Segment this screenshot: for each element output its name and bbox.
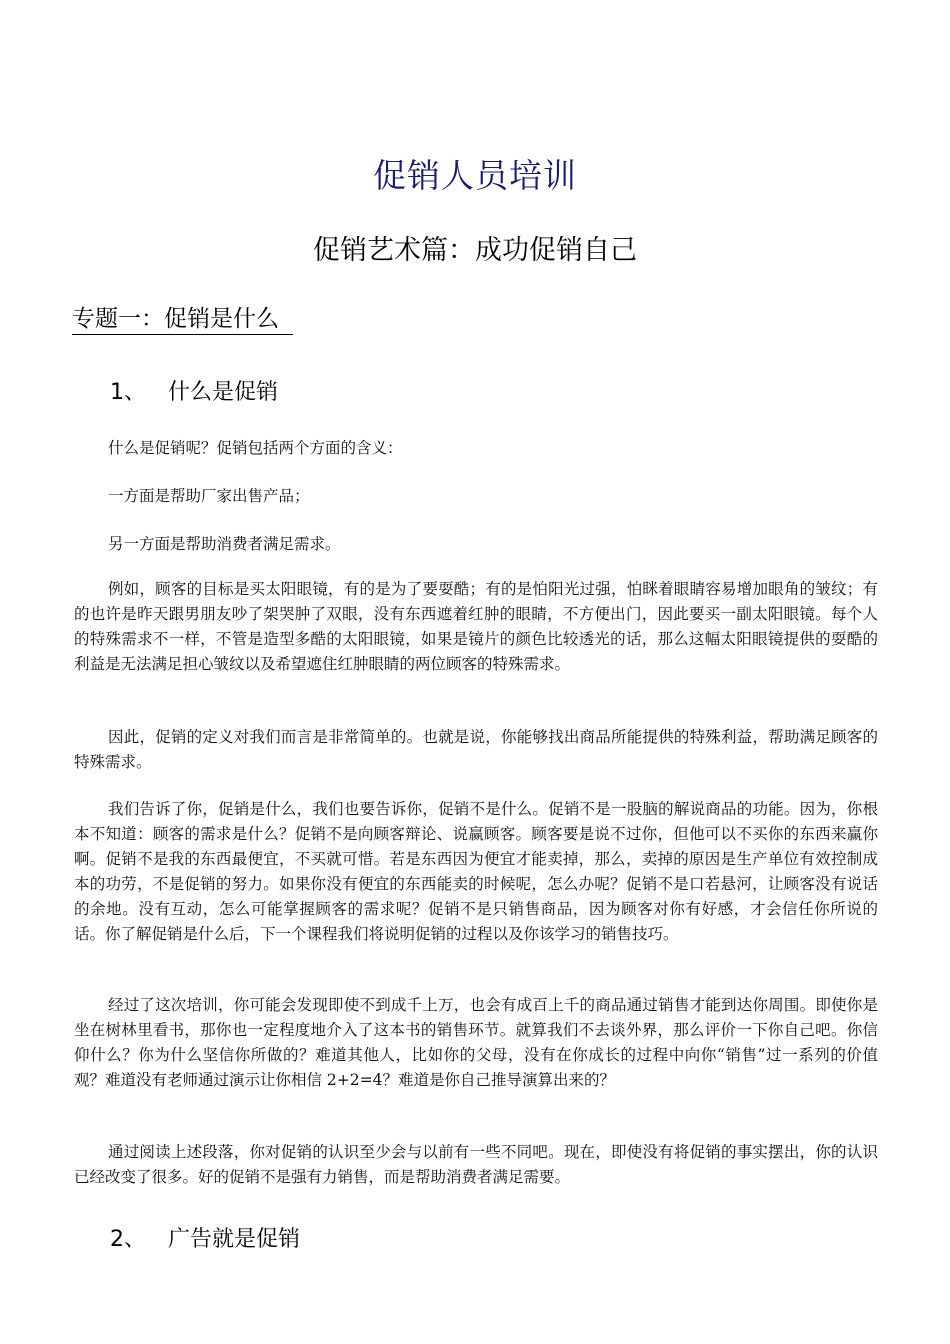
paragraph: 另一方面是帮助消费者满足需求。 [108, 535, 341, 553]
paragraph: 我们告诉了你，促销是什么，我们也要告诉你，促销不是什么。促销不是一股脑的解说商品的功能。因为，你根本不知道：顾客的需求是什么？促销不是向顾客辩论、说赢顾客。顾客要是说不过你，但他可以不买你的东西来赢你啊。促销不是我的东西最便宜，不买就可惜。若是东西因为便宜才能卖掉，那么，卖掉的原因是生产单位有效控制成本的功劳，不是促销的努力。如果你没有便宜的东西能卖的时候呢，怎么办呢？促销不是口若悬河，让顾客没有说话的余地。没有互动，怎么可能掌握顾客的需求呢？促销不是只销售商品，因为顾客对你有好感，才会信任你所说的话。你了解促销是什么后，下一个课程我们将说明促销的过程以及你该学习的销售技巧。 [74, 800, 878, 943]
section-label: 什么是促销 [168, 380, 279, 405]
paragraph: 一方面是帮助厂家出售产品； [108, 487, 310, 505]
document-subtitle: 促销艺术篇：成功促销自己 [313, 235, 637, 266]
section-heading-1 [110, 375, 278, 406]
paragraph: 什么是促销呢？促销包括两个方面的含义： [108, 439, 403, 457]
paragraph: 例如，顾客的目标是买太阳眼镜，有的是为了要耍酷；有的是怕阳光过强，怕眯着眼睛容易增加眼角的皱纹；有的也许是昨天跟男朋友吵了架哭肿了双眼，没有东西遮着红肿的眼睛，不方便出门，因此要买一副太阳眼镜。每个人的特殊需求不一样，不管是造型多酷的太阳眼镜，如果是镜片的颜色比较透光的话，那么这幅太阳眼镜提供的耍酷的利益是无法满足担心皱纹以及希望遮住红肿眼睛的两位顾客的特殊需求。 [74, 580, 878, 673]
topic-heading: 专题一：促销是什么 [72, 306, 293, 335]
document-title: 促销人员培训 [373, 156, 577, 195]
paragraph: 因此，促销的定义对我们而言是非常简单的。也就是说，你能够找出商品所能提供的特殊利益，帮助满足顾客的特殊需求。 [74, 728, 878, 771]
section-label: 广告就是促销 [168, 1227, 301, 1252]
section-heading-2 [110, 1222, 300, 1253]
paragraph: 经过了这次培训，你可能会发现即使不到成千上万，也会有成百上千的商品通过销售才能到达你周围。即使你是坐在树林里看书，那你也一定程度地介入了这本书的销售环节。就算我们不去谈外界，那么评价一下你自己吧。你信仰什么？你为什么坚信你所做的？难道其他人，比如你的父母，没有在你成长的过程中向你“销售”过一系列的价值观？难道没有老师通过演示让你相信 2+2=4？难道是你自己推导演算出来的？ [74, 996, 878, 1089]
section-number: 2、 [110, 1227, 146, 1252]
section-number: 1、 [110, 380, 146, 405]
paragraph: 通过阅读上述段落，你对促销的认识至少会与以前有一些不同吧。现在，即使没有将促销的事实摆出，你的认识已经改变了很多。好的促销不是强有力销售，而是帮助消费者满足需要。 [74, 1143, 878, 1186]
